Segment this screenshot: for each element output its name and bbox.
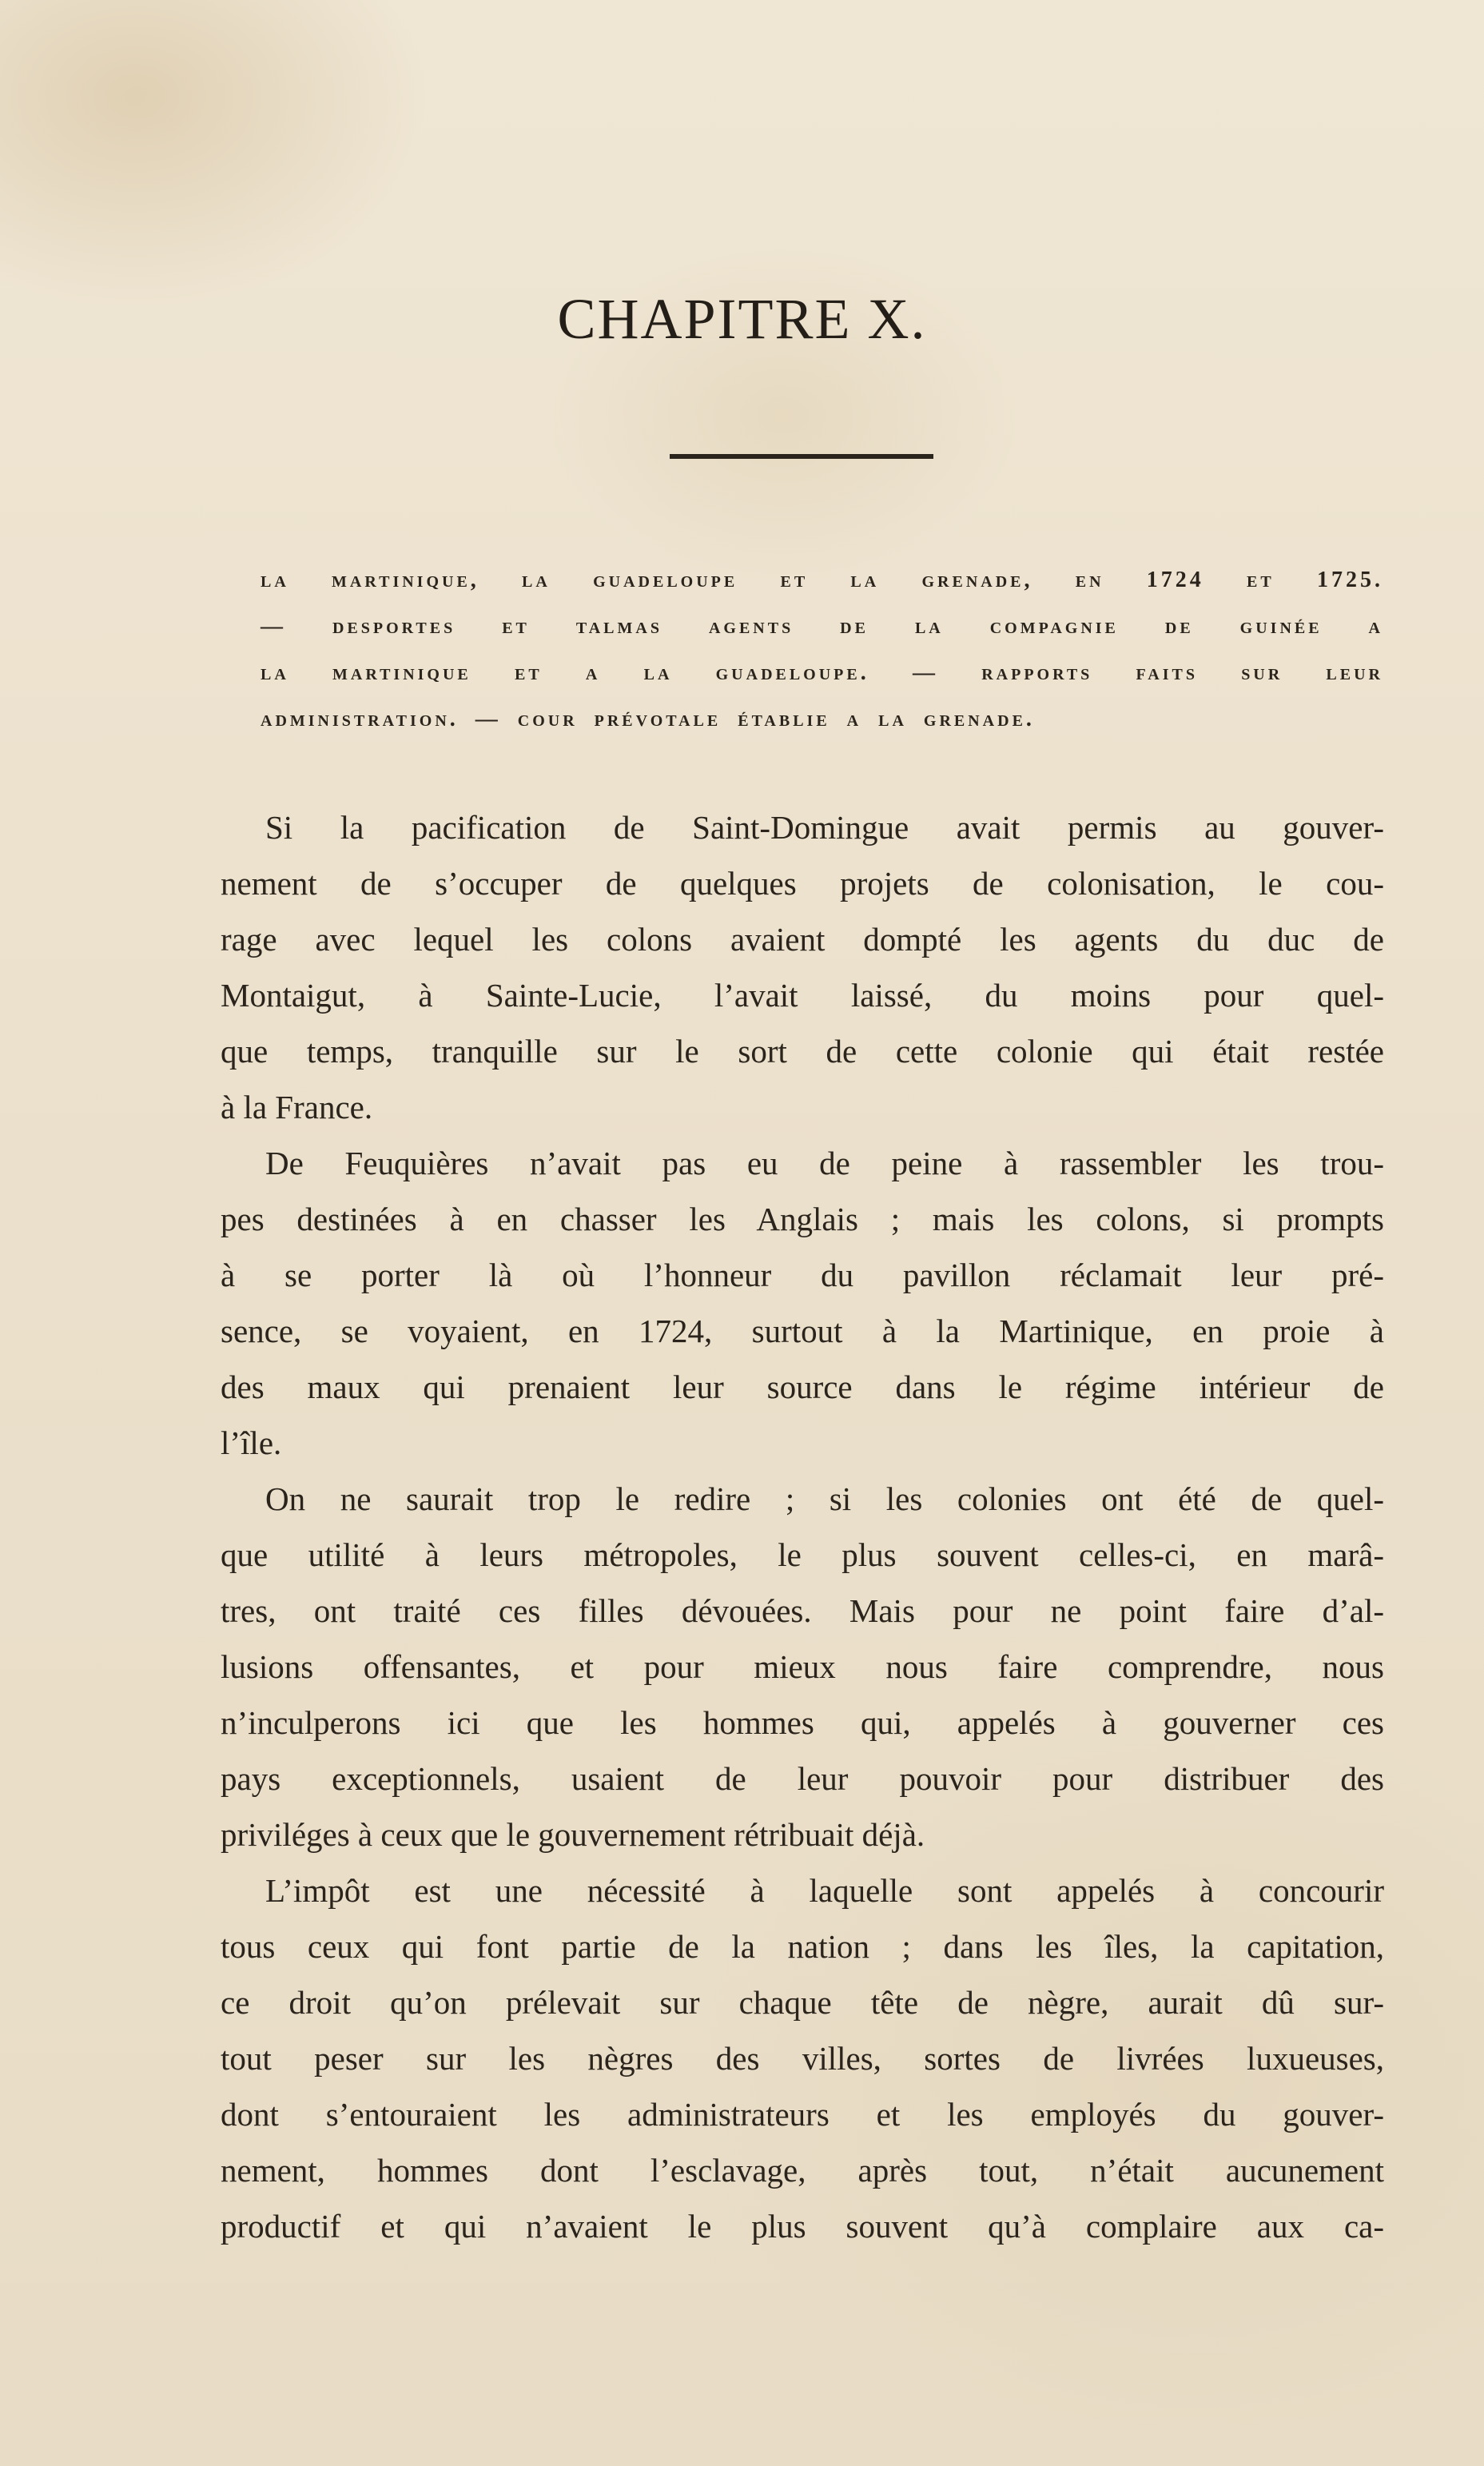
body-line: tres, ont traité ces filles dévouées. Mais pour ne point faire d’al- [221,1592,1384,1629]
summary-line: — desportes et talmas agents de la compagnie de guinée a [261,614,1383,639]
body-line: productif et qui n’avaient le plus souvent qu’à complaire aux ca- [221,2208,1384,2245]
body-line: des maux qui prenaient leur source dans le régime intérieur de [221,1368,1384,1405]
body-line: L’impôt est une nécessité à laquelle sont appelés à concourir [265,1872,1384,1909]
body-line: lusions offensantes, et pour mieux nous faire comprendre, nous [221,1648,1384,1685]
body-line: On ne saurait trop le redire ; si les colonies ont été de quel- [265,1480,1384,1517]
summary-line: administration. — cour prévotale établie a la grenade. [261,707,1035,731]
chapter-body [221,799,1384,2254]
body-line: tout peser sur les nègres des villes, sortes de livrées luxueuses, [221,2040,1384,2077]
chapter-title: CHAPITRE X. [557,287,927,351]
body-line: à la France. [221,1089,373,1125]
body-line: à se porter là où l’honneur du pavillon réclamait leur pré- [221,1257,1384,1293]
body-line: nement de s’occuper de quelques projets de colonisation, le cou- [221,865,1384,902]
body-line: que utilité à leurs métropoles, le plus souvent celles-ci, en marâ- [221,1536,1384,1573]
body-line: ce droit qu’on prélevait sur chaque tête de nègre, aurait dû sur- [221,1984,1384,2021]
body-line: sence, se voyaient, en 1724, surtout à la Martinique, en proie à [221,1313,1384,1349]
body-line: dont s’entouraient les administrateurs et les employés du gouver- [221,2096,1384,2133]
body-line: que temps, tranquille sur le sort de cette colonie qui était restée [221,1033,1384,1070]
body-line: rage avec lequel les colons avaient dompté les agents du duc de [221,921,1384,958]
body-line: De Feuquières n’avait pas eu de peine à rassembler les trou- [265,1145,1384,1181]
body-line: n’inculperons ici que les hommes qui, appelés à gouverner ces [221,1704,1384,1741]
body-line: nement, hommes dont l’esclavage, après tout, n’était aucunement [221,2152,1384,2189]
body-line: l’île. [221,1424,282,1461]
body-line: pes destinées à en chasser les Anglais ; mais les colons, si prompts [221,1201,1384,1237]
summary-line: la martinique et a la guadeloupe. — rapports faits sur leur [261,660,1384,685]
body-line: tous ceux qui font partie de la nation ; dans les îles, la capitation, [221,1928,1384,1965]
body-line: pays exceptionnels, usaient de leur pouvoir pour distribuer des [221,1760,1384,1797]
chapter-summary [261,557,1383,743]
summary-line: la martinique, la guadeloupe et la grenade, en 1724 et 1725. [261,568,1384,592]
title-rule [670,454,933,459]
body-line: Montaigut, à Sainte-Lucie, l’avait laissé, du moins pour quel- [221,977,1384,1014]
body-line: Si la pacification de Saint-Domingue avait permis au gouver- [265,809,1384,846]
body-line: priviléges à ceux que le gouvernement rétribuait déjà. [221,1816,925,1853]
